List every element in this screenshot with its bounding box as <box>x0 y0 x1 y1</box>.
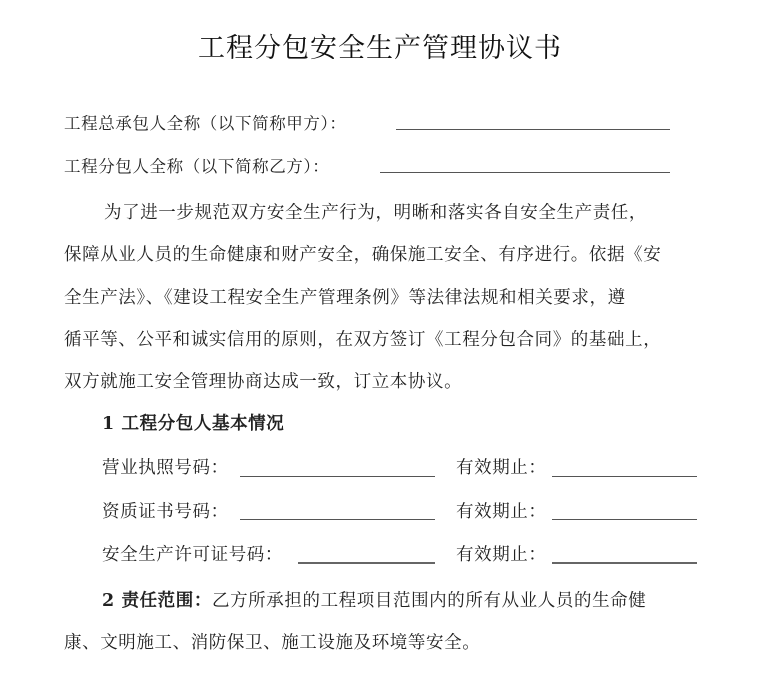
preamble-line-1: 为了进一步规范双方安全生产行为，明晰和落实各自安全生产责任， <box>104 203 647 223</box>
section-2-text-1: 乙方所承担的工程项目范围内的所有从业人员的生命健 <box>211 591 647 611</box>
safety-permit-field[interactable] <box>298 562 435 564</box>
business-license-expiry-label: 有效期止： <box>456 458 547 478</box>
party-b-label: 工程分包人全称（以下简称乙方）： <box>64 157 330 176</box>
document-title: 工程分包安全生产管理协议书 <box>198 33 562 64</box>
safety-permit-expiry-label: 有效期止： <box>456 545 547 565</box>
preamble-line-3: 全生产法》、《建设工程安全生产管理条例》等法律法规和相关要求，遵 <box>64 288 626 308</box>
party-a-label: 工程总承包人全称（以下简称甲方）： <box>64 114 347 133</box>
section-2-heading: 2 责任范围： <box>102 591 212 611</box>
qualification-cert-field[interactable] <box>240 519 435 520</box>
section-2-line-2: 康、文明施工、消防保卫、施工设施及环境等安全。 <box>64 633 481 653</box>
party-a-field[interactable] <box>396 129 670 130</box>
safety-permit-expiry-field[interactable] <box>552 562 697 564</box>
section-1-heading: 1 工程分包人基本情况 <box>102 414 285 434</box>
qualification-cert-expiry-field[interactable] <box>552 519 697 520</box>
preamble-line-4: 循平等、公平和诚实信用的原则，在双方签订《工程分包合同》的基础上， <box>64 330 662 350</box>
business-license-expiry-field[interactable] <box>552 476 697 477</box>
business-license-field[interactable] <box>240 476 435 477</box>
section-2-line-1 <box>102 591 646 611</box>
party-b-field[interactable] <box>380 172 670 173</box>
business-license-label: 营业执照号码： <box>102 458 229 478</box>
preamble-line-5: 双方就施工安全管理协商达成一致，订立本协议。 <box>64 372 463 392</box>
qualification-cert-label: 资质证书号码： <box>102 502 229 522</box>
preamble-line-2: 保障从业人员的生命健康和财产安全，确保施工安全、有序进行。依据《安 <box>64 245 662 265</box>
safety-permit-label: 安全生产许可证号码： <box>102 545 283 565</box>
qualification-cert-expiry-label: 有效期止： <box>456 502 547 522</box>
